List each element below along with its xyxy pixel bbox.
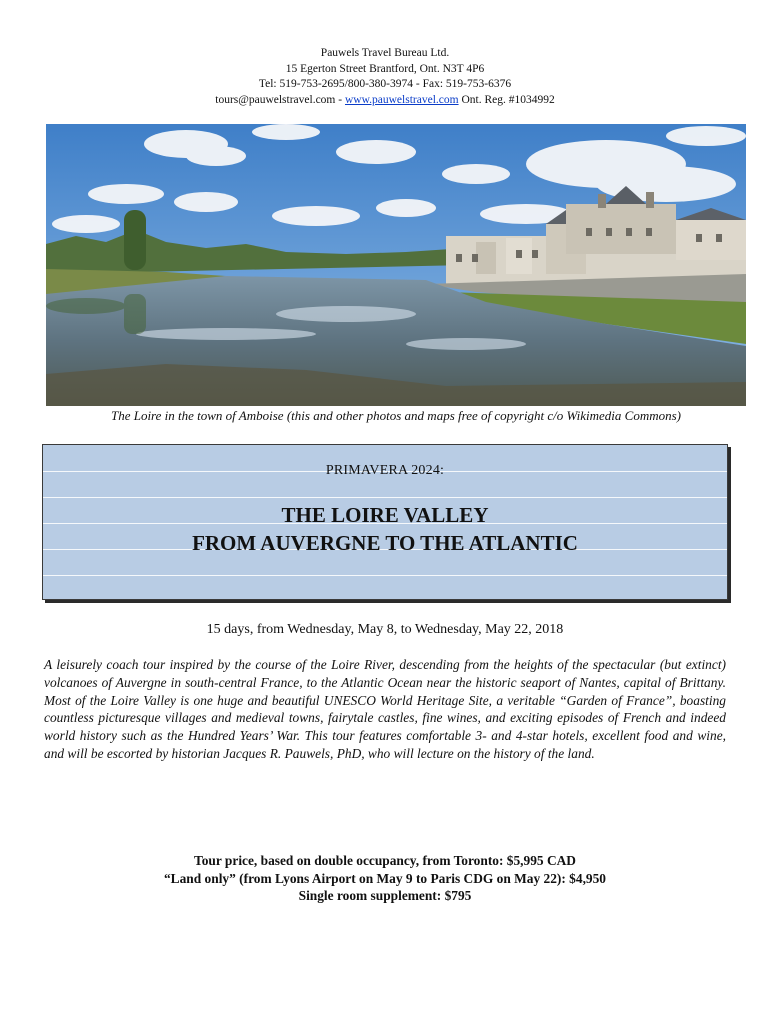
- land-only-price: “Land only” (from Lyons Airport on May 9 to Paris CDG on May 22): $4,950: [163, 870, 607, 886]
- contact-separator: -: [338, 93, 343, 106]
- divider: [43, 497, 727, 498]
- price-block: [0, 852, 770, 905]
- tour-title: [43, 501, 727, 557]
- tour-price: Tour price, based on double occupancy, from Toronto: $5,995 CAD: [194, 853, 576, 868]
- season-label: PRIMAVERA 2024:: [325, 463, 445, 478]
- website-link[interactable]: www.pauwelstravel.com: [344, 93, 459, 106]
- tour-title-line-2: FROM AUVERGNE TO THE ATLANTIC: [192, 531, 578, 555]
- tour-description: A leisurely coach tour inspired by the course of the Loire River, descending from the heights of the spectacular (but extinct) volcanoes of Auvergne in south-central France, to the Atlantic Ocean near the historic seaport of Nantes, capital of Brittany. Most of the Loire Valley is one huge and beautiful UNESCO World Heritage Site, a veritable “Garden of France”, boasting countless picturesque villages and medieval towns, fairytale castles, fine wines, and exciting episodes of French and indeed world history such as the Hundred Years’ War. This tour features comfortable 3- and 4-star hotels, excellent food and wine, and will be escorted by historian Jacques R. Pauwels, PhD, who will lecture on the history of the land.: [44, 657, 726, 761]
- company-address: 15 Egerton Street Brantford, Ont. N3T 4P6: [285, 62, 485, 75]
- tour-title-box: [42, 444, 728, 600]
- divider: [43, 575, 727, 576]
- registration-number: Ont. Reg. #1034992: [461, 93, 555, 106]
- tour-dates: 15 days, from Wednesday, May 8, to Wednesday, May 22, 2018: [206, 622, 564, 637]
- company-name: Pauwels Travel Bureau Ltd.: [320, 47, 450, 59]
- letterhead: [0, 46, 770, 108]
- single-supplement: Single room supplement: $795: [298, 888, 472, 904]
- email-address: tours@pauwelstravel.com: [215, 93, 336, 106]
- photo-caption: The Loire in the town of Amboise (this and other photos and maps free of copyright c/o Wikimedia Commons): [110, 408, 682, 423]
- tour-title-line-1: THE LOIRE VALLEY: [281, 503, 489, 527]
- company-phones: Tel: 519-753-2695/800-380-3974 - Fax: 519-753-6376: [258, 78, 512, 90]
- amboise-photo: [46, 124, 746, 406]
- contact-line: [0, 93, 770, 109]
